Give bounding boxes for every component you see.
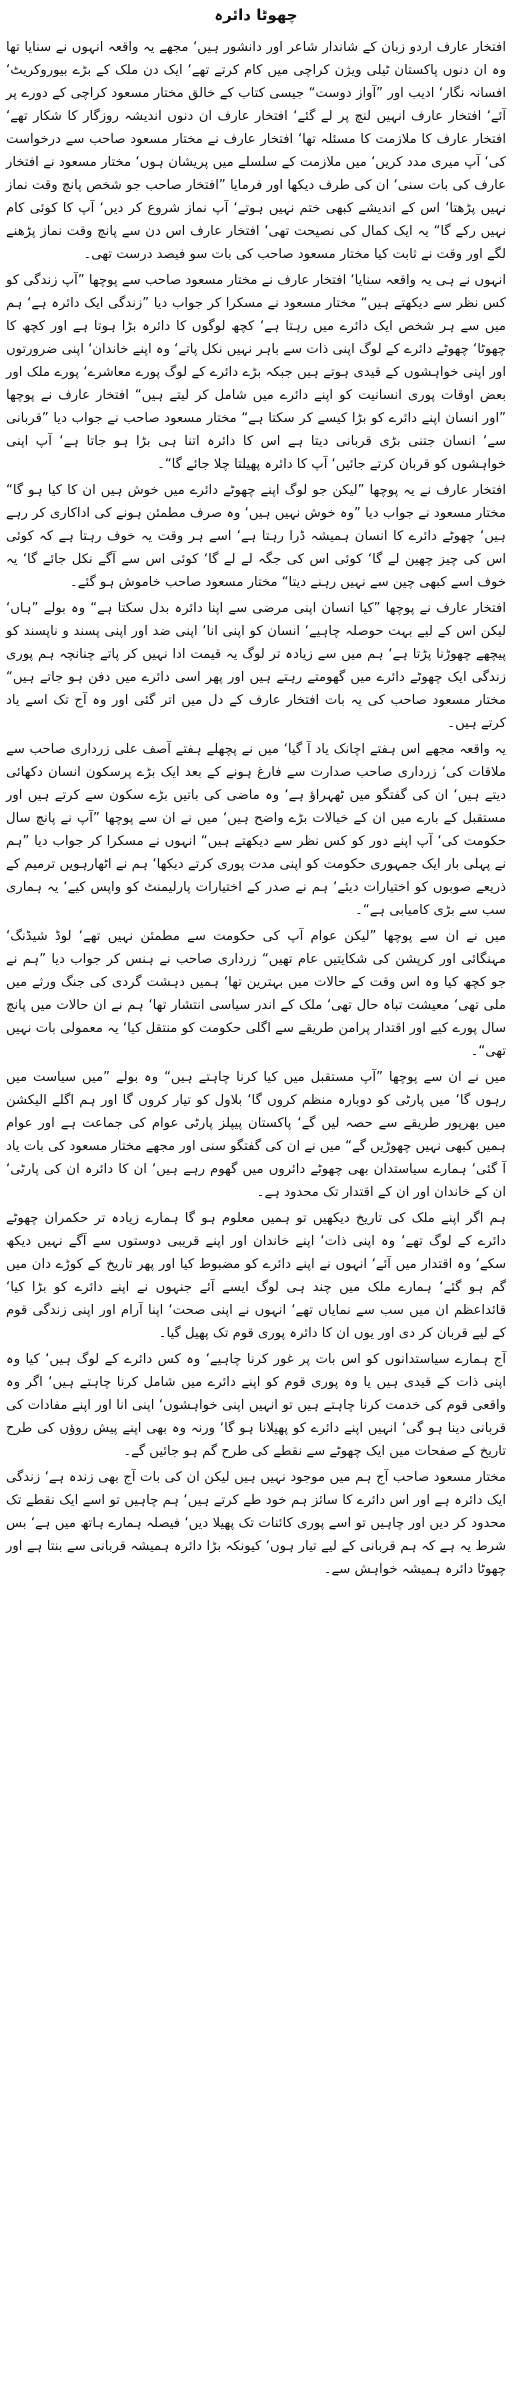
article-paragraph: انہوں نے ہی یہ واقعہ سنایا‘ افتخار عارف نے مختار مسعود صاحب سے پوچھا ”آپ زندگی کو کس نظر سے دیکھتے ہیں“ مختار مسعود نے مسکرا کر جواب دیا ”زندگی ایک دائرہ ہے‘ ہم میں سے ہر شخص ایک دائرے میں رہتا ہے‘ کچھ لوگوں کا دائرہ بڑا ہوتا ہے اور کچھ کا چھوٹا‘ چھوٹے دائرے کے لوگ اپنی ذات سے باہر نہیں نکل پاتے‘ وہ اپنے خاندان‘ اپنی ضرورتوں اور اپنی خواہشوں کے قیدی ہوتے ہیں جبکہ بڑے دائرے کے لوگ پورے معاشرے‘ پورے ملک اور بعض اوقات پوری انسانیت کو اپنے دائرے میں شامل کر لیتے ہیں“ افتخار عارف نے پوچھا ”اور انسان اپنے دائرے کو بڑا کیسے کر سکتا ہے“ مختار مسعود صاحب نے جواب دیا ”قربانی سے‘ انسان جتنی بڑی قربانی دیتا ہے اس کا دائرہ اتنا ہی بڑا ہو جاتا ہے‘ آپ اپنی خواہشوں کو قربان کرتے جائیں‘ آپ کا دائرہ پھیلتا چلا جائے گا“۔ (6, 273, 506, 472)
article-paragraph: مختار مسعود صاحب آج ہم میں موجود نہیں ہیں لیکن ان کی بات آج بھی زندہ ہے‘ زندگی ایک دائرہ ہے اور اس دائرے کا سائز ہم خود طے کرتے ہیں‘ ہم چاہیں تو اسے ایک نقطے تک محدود کر دیں اور چاہیں تو اسے پوری کائنات تک پھیلا دیں‘ فیصلہ ہمارے ہاتھ میں ہے‘ بس شرط یہ ہے کہ ہم قربانی کے لیے تیار ہوں‘ کیونکہ بڑا دائرہ ہمیشہ قربانی سے بنتا ہے اور چھوٹا دائرہ ہمیشہ خواہش سے۔ (6, 1470, 506, 1577)
article-paragraph: افتخار عارف اردو زبان کے شاندار شاعر اور دانشور ہیں‘ مجھے یہ واقعہ انہوں نے سنایا تھا وہ ان دنوں پاکستان ٹیلی ویژن کراچی میں کام کرتے تھے‘ ایک دن ملک کے بڑے بیوروکریٹ‘ افسانہ نگار‘ ادیب اور ”آواز دوست“ جیسی کتاب کے خالق مختار مسعود کراچی کے دورے پر آئے‘ افتخار عارف انہیں لنچ پر لے گئے‘ افتخار عارف ان دنوں اندیشہ روزگار کا شکار تھے‘ افتخار عارف کا ملازمت کا مسئلہ تھا‘ افتخار عارف نے مختار مسعود صاحب سے درخواست کی‘ آپ میری مدد کریں‘ میں ملازمت کے سلسلے میں پریشان ہوں‘ مختار مسعود نے افتخار عارف کی بات سنی‘ ان کی طرف دیکھا اور فرمایا ”افتخار صاحب جو شخص پانچ وقت نماز نہیں پڑھتا‘ اس کے اندیشے کبھی ختم نہیں ہوتے‘ آپ نماز شروع کر دیں‘ آپ کا کوئی کام نہیں رکے گا“ یہ ایک کمال کی نصیحت تھی‘ افتخار عارف اس دن سے پانچ وقت نماز پڑھنے لگے اور وقت نے ثابت کیا مختار مسعود صاحب کی بات سو فیصد درست تھی۔ (6, 40, 506, 262)
article-paragraph: آج ہمارے سیاستدانوں کو اس بات پر غور کرنا چاہیے‘ وہ کس دائرے کے لوگ ہیں‘ کیا وہ اپنی ذات کے قیدی ہیں یا وہ پوری قوم کو اپنے دائرے میں شامل کرنا چاہتے ہیں‘ اگر وہ واقعی قوم کی خدمت کرنا چاہتے ہیں تو انہیں اپنی خواہشوں‘ اپنی انا اور اپنے مفادات کی قربانی دینا ہو گی‘ انہیں اپنے دائرے کو پھیلانا ہو گا‘ ورنہ وہ بھی اپنے پیش روؤں کی طرح تاریخ کے صفحات میں ایک چھوٹے سے نقطے کی طرح گم ہو جائیں گے۔ (6, 1352, 506, 1459)
article-paragraph: میں نے ان سے پوچھا ”آپ مستقبل میں کیا کرنا چاہتے ہیں“ وہ بولے ”میں سیاست میں رہوں گا‘ میں پارٹی کو دوبارہ منظم کروں گا‘ بلاول کو تیار کروں گا اور ہم اگلے الیکشن میں بھرپور طریقے سے حصہ لیں گے‘ پاکستان پیپلز پارٹی عوام کی جماعت ہے اور عوام ہمیں کبھی نہیں چھوڑیں گے“ میں نے ان کی گفتگو سنی اور مجھے مختار مسعود کی بات یاد آ گئی‘ ہمارے سیاستدان بھی چھوٹے دائروں میں گھوم رہے ہیں‘ ان کا دائرہ ان کی پارٹی‘ ان کے خاندان اور ان کے اقتدار تک محدود ہے۔ (5, 1070, 506, 1200)
article-paragraph: یہ واقعہ مجھے اس ہفتے اچانک یاد آ گیا‘ میں نے پچھلے ہفتے آصف علی زرداری صاحب سے ملاقات کی‘ زرداری صاحب صدارت سے فارغ ہونے کے بعد ایک بڑے پرسکون انسان دکھائی دیتے ہیں‘ ان کی گفتگو میں ٹھہراؤ ہے‘ وہ ماضی کی باتیں بڑے سکون سے کرتے ہیں اور مستقبل کے بارے میں ان کے خیالات بڑے واضح ہیں‘ میں نے ان سے پوچھا ”آپ نے پانچ سال حکومت کی‘ آپ اپنے دور کو کس نظر سے دیکھتے ہیں“ انہوں نے مسکرا کر جواب دیا ”ہم نے پہلی بار ایک جمہوری حکومت کو اپنی مدت پوری کرتے دیکھا‘ ہم نے اٹھارہویں ترمیم کے ذریعے صوبوں کو اختیارات دیئے‘ ہم نے صدر کے اختیارات پارلیمنٹ کو واپس کیے‘ یہ ہماری سب سے بڑی کامیابی ہے“۔ (6, 742, 506, 918)
article-paragraph: افتخار عارف نے پوچھا ”کیا انسان اپنی مرضی سے اپنا دائرہ بدل سکتا ہے“ وہ بولے ”ہاں‘ لیکن اس کے لیے بہت حوصلہ چاہیے‘ انسان کو اپنی انا‘ اپنی ضد اور اپنی پسند و ناپسند کو پیچھے چھوڑنا پڑتا ہے‘ ہم میں سے زیادہ تر لوگ یہ قیمت ادا نہیں کر پاتے چنانچہ ہم پوری زندگی ایک چھوٹے دائرے میں گھومتے رہتے ہیں اور پھر اسی دائرے میں دفن ہو جاتے ہیں“ مختار مسعود صاحب کی یہ بات افتخار عارف کے دل میں اتر گئی اور وہ آج تک اسے یاد کرتے ہیں۔ (6, 601, 506, 731)
article-paragraph: ہم اگر اپنے ملک کی تاریخ دیکھیں تو ہمیں معلوم ہو گا ہمارے زیادہ تر حکمران چھوٹے دائرے کے لوگ تھے‘ وہ اپنی ذات‘ اپنے خاندان اور اپنے قریبی دوستوں سے آگے نہیں دیکھ سکے‘ وہ اقتدار میں آئے‘ انہوں نے اپنے دائرے کو مضبوط کیا اور پھر تاریخ کے کوڑے دان میں گم ہو گئے‘ ہمارے ملک میں چند ہی لوگ ایسے آئے جنہوں نے اپنے دائرے کو بڑا کیا‘ قائداعظم ان میں سب سے نمایاں تھے‘ انہوں نے اپنی صحت‘ اپنا آرام اور اپنی زندگی قوم کے لیے قربان کر دی اور یوں ان کا دائرہ پوری قوم تک پھیل گیا۔ (6, 1211, 506, 1341)
article-column (6, 4, 506, 1584)
article-paragraph: افتخار عارف نے یہ پوچھا ”لیکن جو لوگ اپنے چھوٹے دائرے میں خوش ہیں ان کا کیا ہو گا“ مختار مسعود نے جواب دیا ”وہ خوش نہیں ہیں‘ وہ صرف مطمئن ہونے کی اداکاری کر رہے ہیں‘ چھوٹے دائرے کا انسان ہمیشہ ڈرا رہتا ہے‘ اسے ہر وقت یہ خوف رہتا ہے کہ کوئی اس کی چیز چھین لے گا‘ کوئی اس کی جگہ لے لے گا‘ کوئی اس سے آگے نکل جائے گا‘ یہ خوف اسے کبھی چین سے نہیں رہنے دیتا“ مختار مسعود صاحب خاموش ہو گئے۔ (6, 483, 506, 590)
article-paragraph: میں نے ان سے پوچھا ”لیکن عوام آپ کی حکومت سے مطمئن نہیں تھے‘ لوڈ شیڈنگ‘ مہنگائی اور کرپشن کی شکایتیں عام تھیں“ زرداری صاحب نے ہنس کر جواب دیا ”ہم نے جو کچھ کیا وہ اس وقت کے حالات میں بہترین تھا‘ ہمیں دہشت گردی کی جنگ ورثے میں ملی تھی‘ معیشت تباہ حال تھی‘ ملک کے اندر سیاسی انتشار تھا‘ ہم نے ان حالات میں پانچ سال پورے کیے اور اقتدار پرامن طریقے سے اگلی حکومت کو منتقل کیا‘ یہ معمولی بات نہیں تھی“۔ (6, 929, 506, 1059)
article-title: چھوٹا دائرہ (214, 6, 298, 24)
